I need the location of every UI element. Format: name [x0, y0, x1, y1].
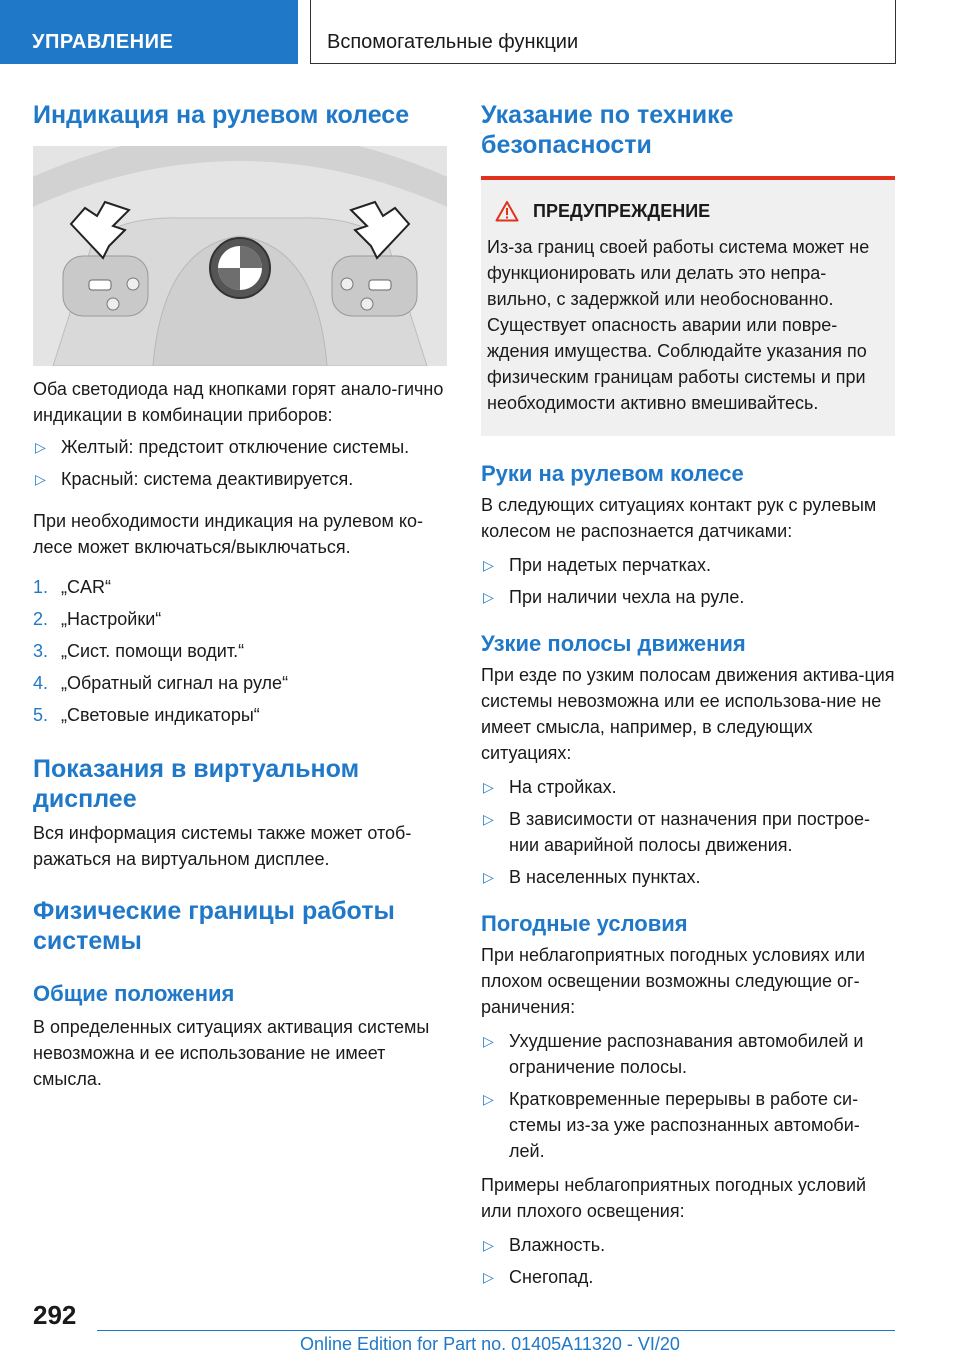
paragraph-weather: При неблагоприятных погодных условиях или плохом освещении возможны следующие ог-раничения: — [481, 945, 866, 1017]
list-item: ▷ Кратковременные перерывы в работе си-стемы из-за уже распознанных автомоби-лей. — [481, 1086, 895, 1164]
step-text: „Световые индикаторы“ — [61, 705, 260, 725]
step-number: 4. — [33, 673, 49, 693]
list-item: ▷ Влажность. — [481, 1232, 895, 1258]
step-text: „CAR“ — [61, 577, 111, 597]
paragraph-hands: В следующих ситуациях контакт рук с рулевым колесом не распознается датчиками: — [481, 495, 877, 541]
list-item: ▷ При надетых перчатках. — [481, 552, 895, 578]
examples-list — [481, 1232, 895, 1290]
left-column — [33, 100, 447, 1092]
step-text: „Обратный сигнал на руле“ — [61, 673, 289, 693]
step-text: „Настройки“ — [61, 609, 162, 629]
list-item — [33, 670, 447, 696]
heading-hands: Руки на рулевом колесе — [481, 461, 744, 486]
heading-safety: Указание по технике безопасности — [481, 101, 734, 159]
list-item: ▷ Снегопад. — [481, 1264, 895, 1290]
step-number: 5. — [33, 705, 49, 725]
list-item: ▷ В зависимости от назначения при построе-нии аварийной полосы движения. — [481, 806, 895, 858]
list-item: ▷ На стройках. — [481, 774, 895, 800]
paragraph-examples: Примеры неблагоприятных погодных условий или плохого освещения: — [481, 1175, 867, 1221]
list-item — [33, 606, 447, 632]
step-number: 1. — [33, 577, 49, 597]
list-item: ▷ Ухудшение распознавания автомобилей и ограничение полосы. — [481, 1028, 895, 1080]
warning-box — [481, 176, 895, 436]
heading-steering-indicator: Индикация на рулевом колесе — [33, 101, 410, 129]
settings-steps — [33, 574, 447, 728]
list-item: ▷ Желтый: предстоит отключение системы. — [33, 434, 447, 460]
heading-narrow-lanes: Узкие полосы движения — [481, 631, 746, 656]
warning-title: ПРЕДУПРЕЖДЕНИЕ — [533, 201, 711, 221]
list-item: ▷ В населенных пунктах. — [481, 864, 895, 890]
paragraph-general: В определенных ситуациях активация системы невозможна и ее использование не имеет смысла. — [33, 1017, 430, 1089]
heading-virtual-display: Показания в виртуальном дисплее — [33, 755, 360, 813]
right-column — [481, 100, 895, 1290]
chapter-tab: УПРАВЛЕНИЕ — [0, 0, 298, 64]
list-item — [33, 638, 447, 664]
heading-general: Общие положения — [33, 981, 235, 1006]
steering-wheel-icon — [33, 146, 447, 366]
list-item: ▷ При наличии чехла на руле. — [481, 584, 895, 610]
step-text: „Сист. помощи водит.“ — [61, 641, 245, 661]
step-number: 2. — [33, 609, 49, 629]
paragraph-virtual: Вся информация системы также может отоб-ражаться на виртуальном дисплее. — [33, 823, 412, 869]
paragraph-toggle: При необходимости индикация на рулевом ко-лесе может включаться/выключаться. — [33, 511, 423, 557]
list-item: ▷ Красный: система деактивируется. — [33, 466, 447, 492]
list-item — [33, 574, 447, 600]
warning-triangle-icon — [495, 200, 519, 222]
narrow-list — [481, 774, 895, 890]
heading-weather: Погодные условия — [481, 911, 688, 936]
heading-physical-limits: Физические границы работы системы — [33, 897, 395, 955]
section-title: Вспомогательные функции — [310, 0, 896, 64]
led-list — [33, 434, 447, 492]
warning-text: Из-за границ своей работы система может не функционировать или делать это непра-вильно, с задержкой или необоснованно. Существует опасность аварии или повре-ждения имущества. Соблюдайте указания по физическим границам работы системы и при необходимости активно вмешивайтесь. — [487, 237, 870, 413]
footer-divider — [97, 1330, 895, 1331]
warning-header — [487, 198, 885, 224]
step-number: 3. — [33, 641, 49, 661]
page-number: 292 — [33, 1300, 77, 1330]
steering-wheel-illustration — [33, 146, 447, 366]
list-item — [33, 702, 447, 728]
weather-list — [481, 1028, 895, 1164]
paragraph-narrow: При езде по узким полосам движения актива-ция системы невозможна или ее использова-ние не имеет смысла, например, в следующих ситуациях: — [481, 665, 895, 763]
footer-edition: Online Edition for Part no. 01405A11320 - VI/20 — [300, 1334, 680, 1354]
paragraph-leds: Оба светодиода над кнопками горят анало-гично индикации в комбинации приборов: — [33, 379, 444, 425]
hands-list — [481, 552, 895, 610]
